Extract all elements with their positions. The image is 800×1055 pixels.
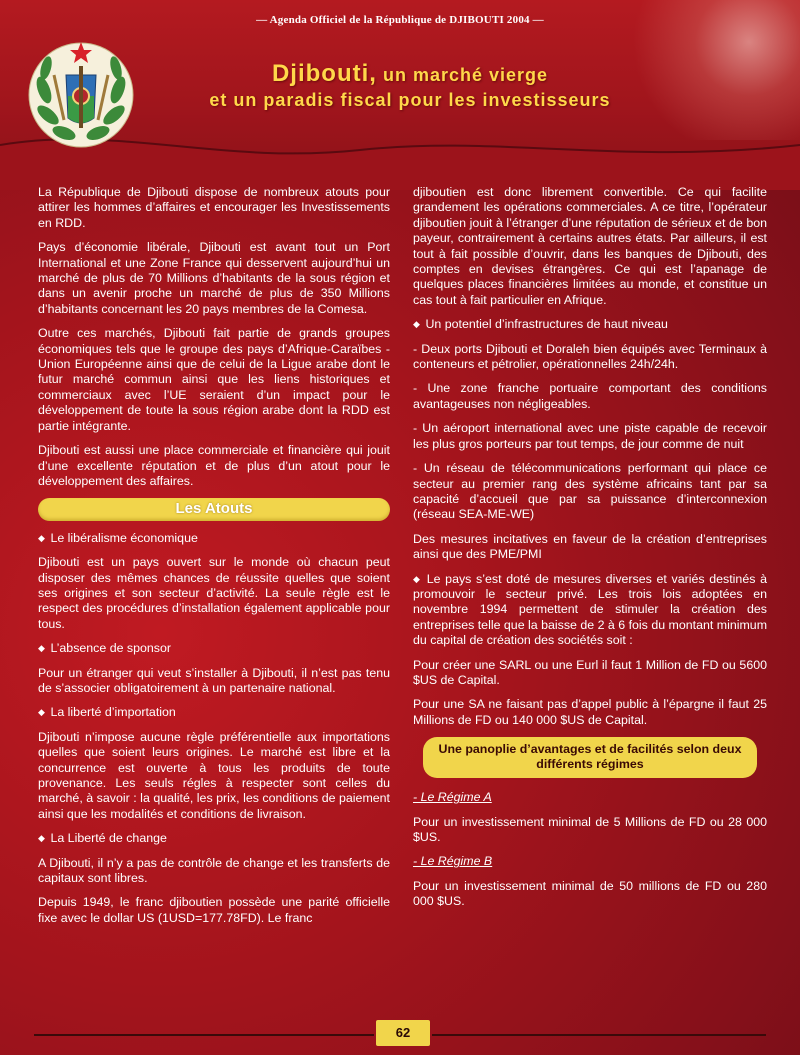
paragraph: djiboutien est donc librement convertible. Ce qui facilite grandement les opérations commerciales. A ce titre, l’opérateur djiboutien jouit à l’étranger d’une réputation de sérieux et de bon payeur, contrairement à certains autres états. Par ailleurs, il est tout à fait possible d’ouvrir, dans les banques de Djibouti, des comptes en devises étrangères. Ce qui est l’apanage de quelques places financières limitées au monde, et constitue un cas tout à fait particulier en Afrique. [413, 185, 767, 307]
left-column [38, 185, 390, 935]
title-line2: et un paradis fiscal pour les investisseurs [209, 90, 611, 110]
paragraph: - Un aéroport international avec une piste capable de recevoir les plus gros porteurs par tout temps, de jour comme de nuit [413, 421, 767, 451]
bullet-label: L’absence de sponsor [50, 641, 172, 656]
diamond-bullet-icon: ◆ [38, 707, 45, 718]
diamond-bullet-icon: ◆ [413, 319, 420, 330]
paragraph: Djibouti est aussi une place commerciale et financière qui jouit d’une excellente réputation et de plus d’un atout pour le développement des affaires. [38, 443, 390, 488]
bullet-item [38, 831, 390, 846]
paragraph: La République de Djibouti dispose de nombreux atouts pour attirer les hommes d’affaires et encourager les Investissements en RDD. [38, 185, 390, 230]
diamond-bullet-icon: ◆ [38, 643, 45, 654]
bullet-paragraph [413, 572, 767, 649]
paragraph: Pour une SA ne faisant pas d’appel public à l’épargne il faut 25 Millions de FD ou 140 000 $US de Capital. [413, 697, 767, 727]
diamond-bullet-icon: ◆ [413, 573, 420, 584]
bullet-label: Le libéralisme économique [50, 530, 198, 545]
footer-rule-right [432, 1034, 766, 1036]
page-title [150, 60, 670, 111]
section-heading-label: Les Atouts [175, 500, 253, 518]
bullet-item [38, 641, 390, 656]
footer-rule-left [34, 1034, 374, 1036]
paragraph: Pays d’économie libérale, Djibouti est avant tout un Port International et une Zone France qui desservent aujourd’hui un marché de plus de 70 Millions d’habitants de la sous région et dans un avenir proche un marché de plus de 350 Millions d’habitants concernant les 20 pays membres de la Comesa. [38, 240, 390, 316]
paragraph: Djibouti n’impose aucune règle préférentielle aux importations quelles que soient leurs origines. Le marché est libre et la concurrence est ouverte à tous les produits de toute provenance. Les seuls régles à respecter sont celles du marché, à savoir : la qualité, les prix, les conditions de paiement ainsi que les modalités et conditions de livraison. [38, 729, 390, 821]
paragraph: A Djibouti, il n’y a pas de contrôle de change et les transferts de capitaux sont libres. [38, 855, 390, 886]
bullet-label: La Liberté de change [50, 831, 167, 846]
diamond-bullet-icon: ◆ [38, 532, 45, 543]
bullet-item [413, 317, 767, 332]
section-heading-atouts [38, 498, 390, 520]
paragraph: Pour un étranger qui veut s’installer à Djibouti, il n’est pas tenu de s’associer obligatoirement à un partenaire national. [38, 665, 390, 695]
paragraph: - Un réseau de télécommunications performant qui place ce secteur au premier rang des système africains tant par sa capacité d’accueil que par sa puissance d’interconnexion (réseau SEA-ME-WE) [413, 461, 767, 522]
regime-a-title: - Le Régime A [413, 790, 492, 805]
paragraph: - Une zone franche portuaire comportant des conditions avantageuses non négligeables. [413, 381, 767, 411]
bullet-item [38, 531, 390, 546]
paragraph: Outre ces marchés, Djibouti fait partie de grands groupes économiques tels que le groupe des pays d’Afrique-Caraïbes -Union Européenne ainsi que de celui de la Ligue arabe dont le futur marché commun ainsi que les liens historiques et commerciaux avec l’UE seraient d’un impact pour le développement de toute la sous région arabe dont la RDD est partie intégrante. [38, 326, 390, 433]
paragraph: Depuis 1949, le franc djiboutien possède une parité officielle fixe avec le dollar US (1USD=177.78FD). Le franc [38, 895, 390, 925]
national-emblem-icon [24, 30, 139, 155]
bullet-item [38, 705, 390, 720]
paragraph: Des mesures incitatives en faveur de la création d’entreprises ainsi que des PME/PMI [413, 531, 767, 562]
bullet-label: Un potentiel d’infrastructures de haut niveau [425, 317, 668, 332]
title-line1-rest: un marché vierge [376, 65, 549, 85]
regime-a-text: Pour un investissement minimal de 5 Millions de FD ou 28 000 $US. [413, 814, 767, 844]
paragraph: - Deux ports Djibouti et Doraleh bien équipés avec Terminaux à conteneurs et pétrolier, opérationnelles 24h/24h. [413, 341, 767, 372]
right-column [413, 185, 767, 919]
regimes-heading: Une panoplie d’avantages et de facilités selon deux différents régimes [423, 737, 757, 778]
paragraph: Djibouti est un pays ouvert sur le monde où chacun peut disposer des mêmes chances de réussite quelles que soient ses origines et son secteur d’activité. La seule règle est le respect des procédures d’installation également applicable pour tous. [38, 555, 390, 631]
paragraph: Pour créer une SARL ou une Eurl il faut 1 Million de FD ou 5600 $US de Capital. [413, 657, 767, 687]
title-djibouti: Djibouti, [271, 60, 377, 87]
bullet-label: Le pays s’est doté de mesures diverses et variés destinés à promouvoir le secteur privé. Les trois lois adoptées en novembre 1994 permettent de stimuler la création des entreprises telle que la baisse de 2 à 6 fois du montant minimum du capital de création des sociétés soit : [413, 571, 768, 648]
regime-b-title: - Le Régime B [413, 854, 493, 869]
agenda-header: — Agenda Officiel de la République de DJIBOUTI 2004 — [256, 14, 544, 26]
diamond-bullet-icon: ◆ [38, 833, 45, 844]
regime-b-text: Pour un investissement minimal de 50 millions de FD ou 280 000 $US. [413, 878, 767, 909]
bullet-label: La liberté d’importation [50, 705, 176, 720]
page-number: 62 [376, 1020, 430, 1046]
